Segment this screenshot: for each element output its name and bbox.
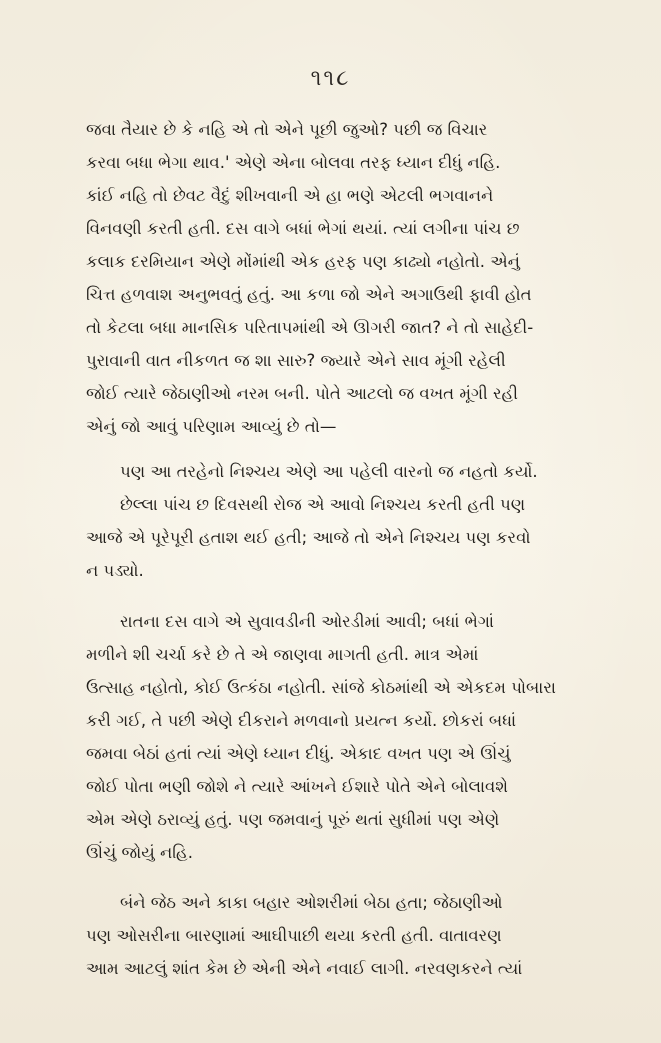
paragraph-line: કરવા બધા ભેગા થાવ.' એણે એના બોલવા તરફ ધ્યાન દીધું નહિ. [86, 153, 501, 172]
paragraph-line: ન પડ્યો. [86, 561, 144, 580]
paragraph-line: કરી ગઈ, તે પછી એણે દીકરાને મળવાનો પ્રયત્ન કર્યો. છોકરાં બધાં [86, 711, 517, 730]
paragraph-line: ઉત્સાહ નહોતો, કોઈ ઉત્કંઠા નહોતી. સાંજે કોઠમાંથી એ એકદમ પોબારા [86, 678, 556, 697]
paragraph-line: બંને જેઠ અને કાકા બહાર ઓશરીમાં બેઠા હતા; જેઠાણીઓ [120, 893, 503, 912]
paragraph-line: આમ આટલું શાંત કેમ છે એની એને નવાઈ લાગી. નરવણકરને ત્યાં [86, 959, 523, 978]
paragraph-line: પણ ઓસરીના બારણામાં આઘીપાછી થયા કરતી હતી. વાતાવરણ [86, 926, 502, 945]
page-number: ૧૧૮ [310, 66, 351, 91]
paragraph-line: ઊંચું જોયું નહિ. [86, 843, 193, 862]
paragraph-line: એનું જો આવું પરિણામ આવ્યું છે તો— [86, 417, 337, 436]
paragraph-line: જોઈ પોતા ભણી જોશે ને ત્યારે આંખને ઈશારે પોતે એને બોલાવશે [86, 777, 509, 796]
paragraph-line: ચિત્ત હળવાશ અનુભવતું હતું. આ કળા જો એને અગાઉથી ફાવી હોત [86, 285, 532, 304]
paragraph-line: પુરાવાની વાત નીકળત જ શા સારુ? જ્યારે એને સાવ મૂંગી રહેલી [86, 351, 506, 370]
paragraph-line: કાંઈ નહિ તો છેવટ વૈદું શીખવાની એ હા ભણે એટલી ભગવાનને [86, 186, 494, 205]
paragraph-line: રાતના દસ વાગે એ સુવાવડીની ઓરડીમાં આવી; બધાં ભેગાં [120, 612, 494, 631]
paragraph-line: મળીને શી ચર્ચા કરે છે તે એ જાણવા માગતી હતી. માત્ર એમાં [86, 645, 479, 664]
paragraph-line: તો કેટલા બધા માનસિક પરિતાપમાંથી એ ઊગરી જાત? ને તો સાહેદી- [86, 318, 534, 337]
paragraph-line: એમ એણે ઠરાવ્યું હતું. પણ જમવાનું પૂરું થતાં સુધીમાં પણ એણે [86, 810, 500, 829]
paragraph-line: છેલ્લા પાંચ છ દિવસથી રોજ એ આવો નિશ્ચય કરતી હતી પણ [120, 495, 526, 514]
paragraph-line: પણ આ તરહેનો નિશ્ચય એણે આ પહેલી વારનો જ નહતો કર્યો. [120, 462, 538, 481]
paragraph-line: જવા તૈયાર છે કે નહિ એ તો એને પૂછી જુઓ? પછી જ વિચાર [86, 120, 488, 139]
paragraph-line: આજે એ પૂરેપૂરી હતાશ થઈ હતી; આજે તો એને નિશ્ચય પણ કરવો [86, 528, 531, 547]
paragraph-line: કલાક દરમિયાન એણે મોંમાંથી એક હરફ પણ કાઢ્યો નહોતો. એનું [86, 252, 520, 271]
paragraph-line: જમવા બેઠાં હતાં ત્યાં એણે ધ્યાન દીધું. એકાદ વખત પણ એ ઊંચું [86, 744, 511, 763]
paragraph-line: વિનવણી કરતી હતી. દસ વાગે બધાં ભેગાં થયાં. ત્યાં લગીના પાંચ છ [86, 219, 520, 238]
paragraph-line: જોઈ ત્યારે જેઠાણીઓ નરમ બની. પોતે આટલો જ વખત મૂંગી રહી [86, 384, 518, 403]
